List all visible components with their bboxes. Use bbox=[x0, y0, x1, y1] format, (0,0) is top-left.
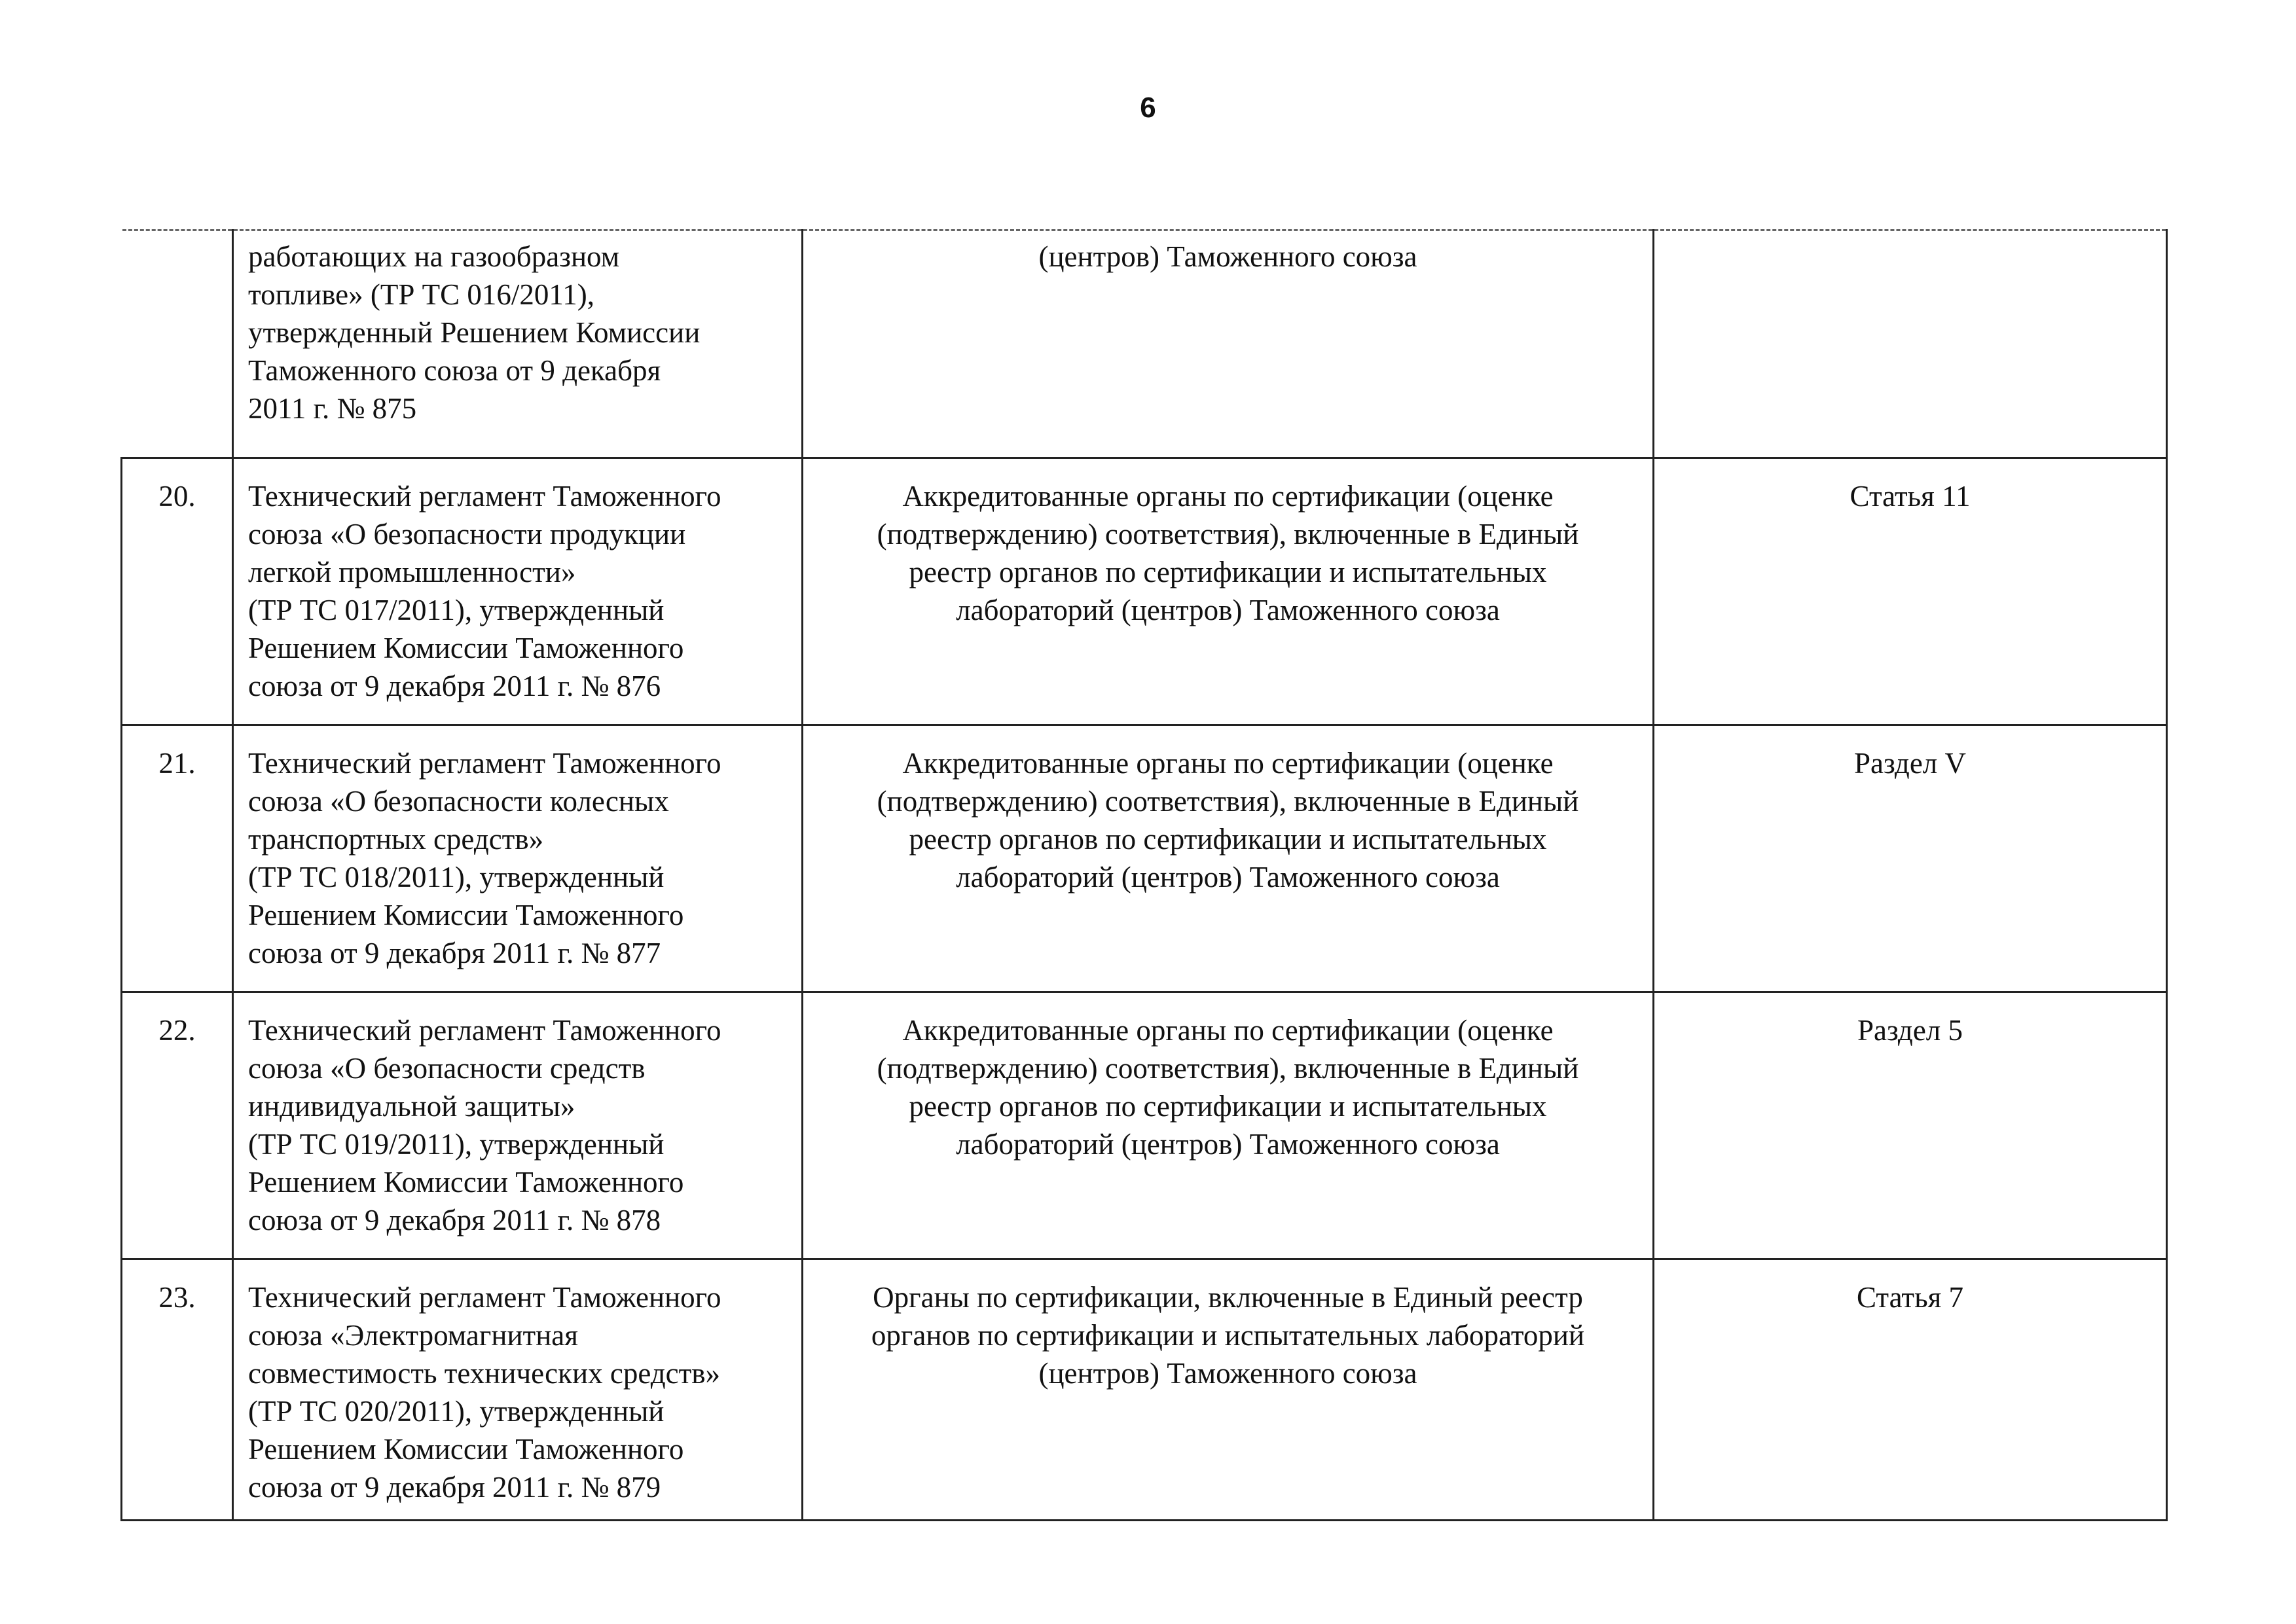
regulation-name: работающих на газообразном топливе» (ТР ТС 016/2011), утвержденный Решением Комиссии Таможенного союза от 9 декабря 2011 г. № 875 bbox=[233, 230, 803, 458]
regulation-name: Технический регламент Таможенного союза «О безопасности продукции легкой промышленности» (ТР ТС 017/2011), утвержденный Решением Комиссии Таможенного союза от 9 декабря 2011 г. № 876 bbox=[233, 458, 803, 725]
row-number: 20. bbox=[122, 458, 233, 725]
regulation-name: Технический регламент Таможенного союза «О безопасности средств индивидуальной защиты» (ТР ТС 019/2011), утвержденный Решением Комиссии Таможенного союза от 9 декабря 2011 г. № 878 bbox=[233, 992, 803, 1259]
reference-section: Раздел 5 bbox=[1654, 992, 2167, 1259]
certification-bodies: Аккредитованные органы по сертификации (оценке (подтверждению) соответствия), включенные в Единый реестр органов по сертификации и испытательных лабораторий (центров) Таможенного союза bbox=[803, 725, 1654, 992]
reference-section: Раздел V bbox=[1654, 725, 2167, 992]
certification-bodies: Аккредитованные органы по сертификации (оценке (подтверждению) соответствия), включенные в Единый реестр органов по сертификации и испытательных лабораторий (центров) Таможенного союза bbox=[803, 458, 1654, 725]
table-row bbox=[122, 458, 2167, 725]
table-row bbox=[122, 1259, 2167, 1521]
certification-bodies: (центров) Таможенного союза bbox=[803, 230, 1654, 458]
regulations-table bbox=[120, 229, 2168, 1521]
reference-section bbox=[1654, 230, 2167, 458]
certification-bodies: Аккредитованные органы по сертификации (оценке (подтверждению) соответствия), включенные в Единый реестр органов по сертификации и испытательных лабораторий (центров) Таможенного союза bbox=[803, 992, 1654, 1259]
page-number: 6 bbox=[1140, 92, 1156, 124]
row-number bbox=[122, 230, 233, 458]
regulation-name: Технический регламент Таможенного союза «О безопасности колесных транспортных средств» (ТР ТС 018/2011), утвержденный Решением Комиссии Таможенного союза от 9 декабря 2011 г. № 877 bbox=[233, 725, 803, 992]
table-row bbox=[122, 992, 2167, 1259]
table-row bbox=[122, 230, 2167, 458]
certification-bodies: Органы по сертификации, включенные в Единый реестр органов по сертификации и испытательных лабораторий (центров) Таможенного союза bbox=[803, 1259, 1654, 1521]
row-number: 21. bbox=[122, 725, 233, 992]
reference-section: Статья 7 bbox=[1654, 1259, 2167, 1521]
row-number: 23. bbox=[122, 1259, 233, 1521]
row-number: 22. bbox=[122, 992, 233, 1259]
table-row bbox=[122, 725, 2167, 992]
reference-section: Статья 11 bbox=[1654, 458, 2167, 725]
regulation-name: Технический регламент Таможенного союза «Электромагнитная совместимость технических средств» (ТР ТС 020/2011), утвержденный Решением Комиссии Таможенного союза от 9 декабря 2011 г. № 879 bbox=[233, 1259, 803, 1521]
